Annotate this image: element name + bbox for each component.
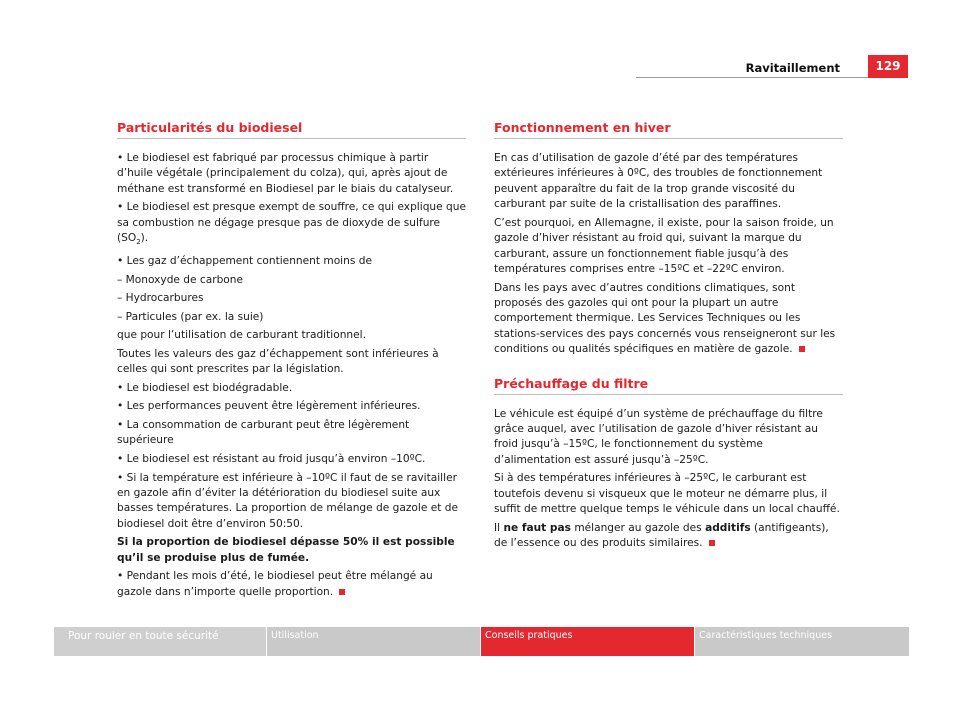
paragraph: Le véhicule est équipé d’un système de préchauffage du filtre grâce auquel, avec l’utilisation de gazole d’hiver résistant au froid jusqu’à –15ºC, le fonctionnement du système d’alimentation est assuré jusqu’à –25ºC.: [494, 407, 823, 466]
paragraph: • Le biodiesel est résistant au froid jusqu’à environ –10ºC.: [117, 453, 426, 466]
paragraph: En cas d’utilisation de gazole d’été par des températures extérieures inférieures à 0ºC, des troubles de fonctionnement peuvent apparaître du fait de la trop grande viscosité du carburant par suite de la cristallisation des paraffines.: [494, 152, 823, 211]
text-span: mélanger au gazole des: [570, 521, 706, 534]
subscript: 2: [136, 238, 141, 247]
text-span: ).: [140, 232, 149, 245]
header-title: Ravitaillement: [745, 61, 840, 75]
tab-securite[interactable]: Pour rouler en toute sécurité: [54, 627, 266, 656]
text-span: • Pendant les mois d’été, le biodiesel peut être mélangé au gazole dans n’importe quelle proportion.: [117, 570, 433, 598]
header-rule: [636, 77, 868, 78]
text-span: • Le biodiesel est presque exempt de souffre, ce qui explique que sa combustion ne dégage presque pas de dioxyde de sulfure (SO: [117, 201, 466, 245]
paragraph: • Les performances peuvent être légèrement inférieures.: [117, 400, 421, 413]
section-heading-prechauffage: Préchauffage du filtre: [494, 376, 843, 395]
text-span: Dans les pays avec d’autres conditions climatiques, sont proposés des gazoles qui ont pour la plupart un autre comportement thermique. Les Services Techniques ou les stations-services des pays concernés vous renseigneront sur les conditions ou qualités spécifiques en matière de gazole.: [494, 281, 836, 356]
paragraph: [117, 569, 466, 600]
end-mark-icon: [799, 346, 805, 352]
tab-utilisation[interactable]: Utilisation: [266, 627, 480, 656]
paragraph: [117, 200, 466, 250]
list-item: – Particules (par ex. la suie): [117, 310, 264, 323]
list-item: – Monoxyde de carbone: [117, 273, 244, 286]
text-span: (antifigeants), de l’essence ou des produits similaires.: [494, 521, 829, 550]
paragraph: • La consommation de carburant peut être légèrement supérieure: [117, 419, 410, 447]
right-column: [494, 120, 843, 555]
paragraph: Toutes les valeurs des gaz d’échappement sont inférieures à celles qui sont prescrites par la législation.: [117, 347, 439, 376]
end-mark-icon: [709, 540, 715, 546]
bold-text: ne faut pas: [503, 521, 571, 534]
text-span: Il: [494, 521, 504, 534]
section-heading-hiver: Fonctionnement en hiver: [494, 120, 843, 139]
paragraph: • Si la température est inférieure à –10ºC il faut de se ravitailler en gazole afin d’éviter la détérioration du biodiesel suite aux basses températures. La proportion de mélange de gazole et de biodiesel doit être d’environ 50:50.: [117, 471, 458, 530]
paragraph: Si à des températures inférieures à –25ºC, le carburant est toutefois devenu si visqueux que le moteur ne démarre plus, il suffit de mettre quelque temps le véhicule dans un local chauffé.: [494, 472, 840, 516]
paragraph: • Le biodiesel est fabriqué par processus chimique à partir d’huile végétale (principalement du colza), qui, après ajout de méthane est transformé en Biodiesel par le biais du catalyseur.: [117, 152, 454, 195]
paragraph: • Les gaz d’échappement contiennent moins de: [117, 254, 372, 267]
bold-text: additifs: [705, 521, 751, 534]
paragraph: C’est pourquoi, en Allemagne, il existe, pour la saison froide, un gazole d’hiver résistant au froid qui, suivant la marque du carburant, assure un fonctionnement fiable jusqu’à des températures comprises entre –15ºC et –22ºC environ.: [494, 216, 834, 276]
paragraph: • Le biodiesel est biodégradable.: [117, 381, 293, 394]
left-column: [117, 120, 466, 603]
paragraph: [494, 281, 843, 358]
tab-conseils-pratiques[interactable]: Conseils pratiques: [480, 627, 694, 656]
paragraph: que pour l’utilisation de carburant traditionnel.: [117, 329, 366, 342]
warning-paragraph: Si la proportion de biodiesel dépasse 50% il est possible qu’il se produise plus de fumée.: [117, 536, 455, 564]
page-number: 129: [868, 55, 908, 78]
end-mark-icon: [339, 589, 345, 595]
footer-nav: [54, 627, 909, 656]
list-item: – Hydrocarbures: [117, 292, 204, 305]
section-heading-biodiesel: Particularités du biodiesel: [117, 120, 466, 139]
tab-caracteristiques[interactable]: Caractéristiques techniques: [694, 627, 909, 656]
paragraph: [494, 521, 843, 552]
